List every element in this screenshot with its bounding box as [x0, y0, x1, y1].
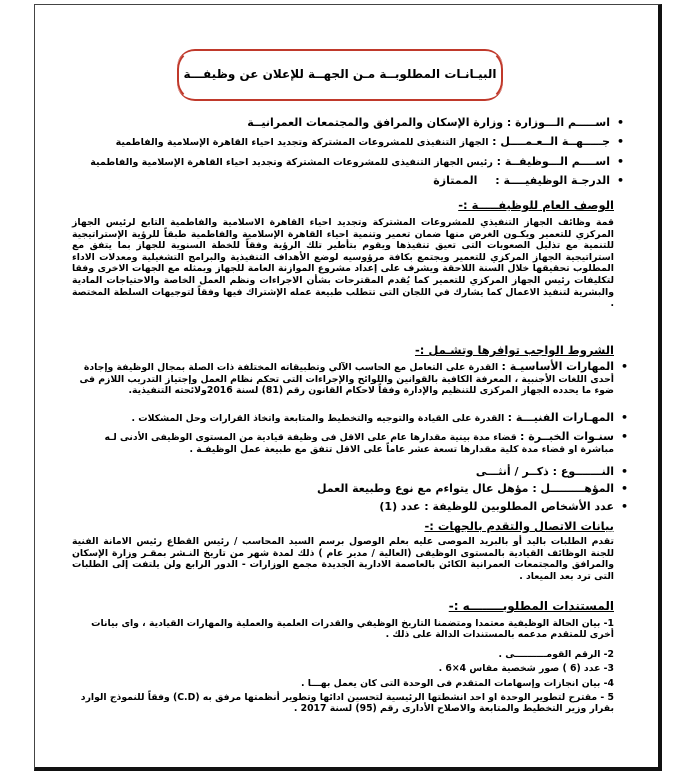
- work-value: الجهاز التنفيذى للمشروعات المشتركة وتجديد احياء القاهرة الإسلامية والفاطمية: [115, 137, 489, 148]
- work-label: جـــــهــة الــعـمــــل :: [492, 135, 610, 148]
- title-frame: [177, 49, 503, 101]
- contact-text: تقدم الطلبات باليد أو بالبريد الموصى عليه بعلم الوصول برسم السيد المحاسب / رئيس القطاع رئيس الامانة الفنية للجنة الوظائف القيادية بالمستوى الوظيفى (العالية / مدير عام ) ذلك لمدة شهر من تاريخ النـشر بمقـر وزارة الإسكان والمرافق والمجتمعات العمرانية الكائن بالعاصمة الادارية الجديدة مجمع الوزارات - الدور الرابع ولن يلتفت إلى الطلبات التى ترد بعد الميعاد .: [72, 536, 614, 582]
- skills-text: القدرة على التعامل مع الحاسب الآلي وتطبيقاته المختلفة ذات الصلة بمجال الوظيفة وإجادة أحدى اللغات الأجنبية ، المعرفة الكافية بالقوانين واللوائح والإجراءات التى تحكم نظام العمل وإجتياز التدريب اللازم فى ضوء ما يحدده الجهاز المركزى للتنظيم والإدارة وفقاً لاحكام القانون رقم (81) لسنة 2016ولائحته التنفيذية.: [79, 362, 614, 397]
- gender-label: النـــــــوع :: [552, 465, 614, 478]
- grade-value: الممتازة: [433, 174, 478, 187]
- document-item-4: 4- بيان انجازات وإسهامات المتقدم فى الوحدة التى كان يعمل بهـــا .: [300, 678, 614, 689]
- ministry-label: اســـــم الـــوزارة :: [506, 116, 610, 129]
- ministry-row: [247, 116, 610, 129]
- gender-row: [476, 465, 614, 478]
- experience-text: قضاء مدة بينية مقدارها عام على الاقل فى وظيفة قيادية من المستوى الوظيفى الأدنى لـه مباشرة او قضاء مدة كلية مقدارها تسعة عشر عاماً على الاقل تتفق مع طبيعة عمل الوظيفـة .: [104, 432, 614, 455]
- grade-label: الدرجـة الوظيفيــــة :: [495, 174, 610, 187]
- documents-heading: المستندات المطلوبــــــــه :-: [448, 599, 614, 613]
- count-row: [379, 500, 614, 513]
- contact-heading: بيانات الاتصال والتقدم بالجهات :-: [424, 519, 614, 533]
- tech-skills-text: القدرة على القيادة والتوجيه والتخطيط والمتابعة واتخاذ القرارات وحل المشكلات .: [131, 413, 505, 424]
- document-item-2: 2- الرقم القومــــــــــى .: [498, 649, 614, 660]
- job-label: اســــم الـــوظيفــة :: [496, 155, 610, 168]
- gender-value: ذكــر / أنثـــى: [475, 465, 549, 478]
- tech-skills-item: [72, 412, 614, 425]
- experience-item: [72, 431, 614, 455]
- document-page: [34, 4, 662, 771]
- skills-label: المهارات الأساسيـة :: [501, 360, 614, 373]
- qualification-label: المؤهـــــــــل :: [532, 482, 614, 495]
- count-label: عدد الأشخاص المطلوبين للوظيفة :: [424, 500, 614, 513]
- qualification-value: مؤهل عال يتواءم مع نوع وطبيعة العمل: [316, 482, 529, 495]
- document-item-3: 3- عدد (6 ) صور شخصية مقاس 4×6 .: [438, 663, 614, 674]
- qualification-row: [317, 482, 614, 495]
- general-description: قمة وظائف الجهاز التنفيذي للمشروعات المشتركة وتجديد احياء القاهرة الاسلامية والفاطمية التابع لرئيس الجهاز المركزي للتعمير ويكـون الغرض منها ضمان تعمير وتنمية احياء القاهرة الإسلامية والفاطمية طبقاً للرؤية الإستراتيجية للتنمية مع تذليل الصعوبات التى تعيق تنفيذها ويقوم بتأطير تلك الرؤية وفقاً للخطة السنوية للجهاز بما يتفق مع استراتيجية الجهاز المركزي للتعمير ويجتمع بكافة مرؤوسيه لوضع الأهداف التنفيذية والبرامج التشغيلية ومعدلات الاداء المطلوب تحقيقها خلال السنة اللاحقة ويشرف على إعداد مشروع الموازنة العامة للجهاز ويمثله مع الجهات الاخرى وفقا لتكليفات رئيس الجهاز المركزي للتعمير كما يُقدم المقترحات بشأن الاجراءات ونظم العمل الخاصة والاحتياجات المادية والبشرية لتنفيذ الاعمال كما يشارك في اللجان التى تتطلب طبيعة عمله الإشتراك فيها وفقاً لتوجيهات السلطة المختصة .: [72, 217, 614, 310]
- skills-item: [72, 361, 614, 397]
- count-value: عدد (1): [379, 500, 421, 513]
- document-item-1: 1- بيان الحالة الوظيفية معتمدا ومتضمنا التاريخ الوظيفي والقدرات العلمية والعملية والمهارات القيادية ، واى بيانات أخرى للمتقدم مدعمه بالمستندات الدالة على ذلك .: [91, 618, 614, 641]
- document-item-5: 5 - مقترح لتطوير الوحدة او احد انشطتها الرئيسية لتحسين ادائها وتطوير أنظمتها مرفق به (C.D) وفقاً للنموذج الوارد بقرار وزير التخطيط والمتابعة والاصلاح الأدارى رقم (95) لسنة 2017 .: [80, 692, 614, 715]
- work-row: [116, 135, 610, 148]
- page-title: البيـانـات المطلوبــة مـن الجهــة للإعلان عن وظيفـــة: [183, 67, 497, 81]
- grade-row: [433, 174, 610, 187]
- general-heading: الوصف العام للوظيفـــــة :-: [458, 198, 614, 212]
- experience-label: سنـوات الخبــرة :: [519, 430, 614, 443]
- job-value: رئيس الجهاز التنفيذى للمشروعات المشتركة وتجديد احياء القاهرة الإسلامية والفاطمية: [90, 157, 493, 168]
- ministry-value: وزارة الإسكان والمرافق والمجتمعات العمرانيــة: [247, 116, 504, 129]
- tech-skills-label: المهـارات الفنيـــة :: [507, 411, 614, 424]
- job-row: [90, 155, 610, 168]
- conditions-heading: الشروط الواجب توافرها وتشـمل :-: [415, 343, 614, 357]
